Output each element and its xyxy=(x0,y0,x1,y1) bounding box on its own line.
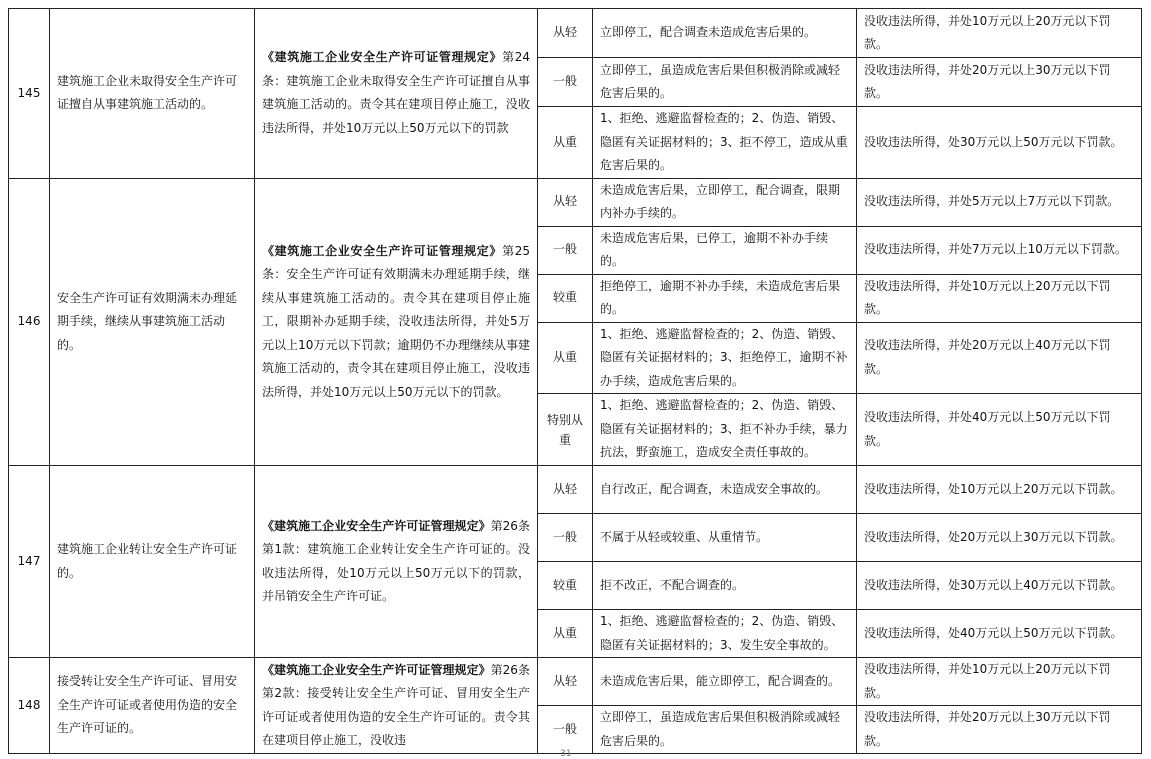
penalty-standard: 没收违法所得，并处5万元以上7万元以下罚款。 xyxy=(857,178,1142,226)
penalty-discretion-table xyxy=(8,8,1142,754)
discretion-level: 从重 xyxy=(538,322,593,394)
table-row xyxy=(9,9,1142,58)
penalty-standard: 没收违法所得，并处20万元以上40万元以下罚款。 xyxy=(857,322,1142,394)
page-number: 31 xyxy=(560,749,572,759)
circumstance: 未造成危害后果，能立即停工，配合调查的。 xyxy=(593,658,857,706)
discretion-level: 一般 xyxy=(538,514,593,562)
circumstance: 不属于从轻或较重、从重情节。 xyxy=(593,514,857,562)
circumstance: 1、拒绝、逃避监督检查的；2、伪造、销毁、隐匿有关证据材料的；3、拒绝停工，逾期不补办手续，造成危害后果的。 xyxy=(593,322,857,394)
discretion-level: 一般 xyxy=(538,226,593,274)
discretion-level: 一般 xyxy=(538,58,593,107)
regulation-title: 《建筑施工企业安全生产许可证管理规定》 xyxy=(262,243,503,258)
legal-basis xyxy=(255,178,538,466)
circumstance: 立即停工，配合调查未造成危害后果的。 xyxy=(593,9,857,58)
circumstance: 未造成危害后果，立即停工，配合调查，限期内补办手续的。 xyxy=(593,178,857,226)
penalty-standard: 没收违法所得，处30万元以上40万元以下罚款。 xyxy=(857,562,1142,610)
discretion-level: 从轻 xyxy=(538,9,593,58)
penalty-standard: 没收违法所得，并处7万元以上10万元以下罚款。 xyxy=(857,226,1142,274)
entry-number: 147 xyxy=(9,466,50,658)
discretion-level: 较重 xyxy=(538,274,593,322)
legal-basis-text: 第26条第1款：建筑施工企业转让安全生产许可证的。没收违法所得，处10万元以上50万元以下的罚款，并吊销安全生产许可证。 xyxy=(262,518,530,603)
legal-basis-text: 第26条第2款：接受转让安全生产许可证、冒用安全生产许可证或者使用伪造的安全生产许可证的。责令其在建项目停止施工，没收违 xyxy=(262,662,530,747)
penalty-standard: 没收违法所得，处40万元以上50万元以下罚款。 xyxy=(857,610,1142,658)
entry-number: 146 xyxy=(9,178,50,466)
circumstance: 未造成危害后果，已停工，逾期不补办手续的。 xyxy=(593,226,857,274)
circumstance: 1、拒绝、逃避监督检查的；2、伪造、销毁、隐匿有关证据材料的；3、拒不停工，造成从重危害后果的。 xyxy=(593,107,857,179)
discretion-level: 较重 xyxy=(538,562,593,610)
regulation-title: 《建筑施工企业安全生产许可证管理规定》 xyxy=(262,662,491,677)
penalty-standard: 没收违法所得，处30万元以上50万元以下罚款。 xyxy=(857,107,1142,179)
violation-description: 接受转让安全生产许可证、冒用安全生产许可证或者使用伪造的安全生产许可证的。 xyxy=(50,658,255,754)
circumstance: 自行改正，配合调查，未造成安全事故的。 xyxy=(593,466,857,514)
regulation-title: 《建筑施工企业安全生产许可证管理规定》 xyxy=(262,50,503,65)
circumstance: 立即停工，虽造成危害后果但积极消除或减轻危害后果的。 xyxy=(593,706,857,754)
discretion-level: 从重 xyxy=(538,610,593,658)
regulation-title: 《建筑施工企业安全生产许可证管理规定》 xyxy=(262,518,491,533)
penalty-standard: 没收违法所得，并处40万元以上50万元以下罚款。 xyxy=(857,394,1142,466)
circumstance: 1、拒绝、逃避监督检查的；2、伪造、销毁、隐匿有关证据材料的；3、发生安全事故的。 xyxy=(593,610,857,658)
table-row xyxy=(9,466,1142,514)
discretion-level: 从轻 xyxy=(538,178,593,226)
legal-basis xyxy=(255,9,538,179)
circumstance: 拒绝停工，逾期不补办手续，未造成危害后果的。 xyxy=(593,274,857,322)
circumstance: 立即停工，虽造成危害后果但积极消除或减轻危害后果的。 xyxy=(593,58,857,107)
legal-basis-text: 第24条：建筑施工企业未取得安全生产许可证擅自从事建筑施工活动的。责令其在建项目停止施工，没收违法所得，并处10万元以上50万元以下的罚款 xyxy=(262,50,530,135)
table-row xyxy=(9,178,1142,226)
penalty-standard: 没收违法所得，处20万元以上30万元以下罚款。 xyxy=(857,514,1142,562)
penalty-standard: 没收违法所得，并处10万元以上20万元以下罚款。 xyxy=(857,9,1142,58)
discretion-level: 从轻 xyxy=(538,658,593,706)
table-row xyxy=(9,658,1142,706)
discretion-level: 从轻 xyxy=(538,466,593,514)
penalty-standard: 没收违法所得，并处20万元以上30万元以下罚款。 xyxy=(857,706,1142,754)
legal-basis-text: 第25条：安全生产许可证有效期满未办理延期手续，继续从事建筑施工活动的。责令其在建项目停止施工，限期补办延期手续，没收违法所得，并处5万元以上10万元以下罚款；逾期仍不办理继续从事建筑施工活动的，责令其在建项目停止施工，没收违法所得，并处10万元以上50万元以下的罚款。 xyxy=(262,243,530,399)
penalty-standard: 没收违法所得，处10万元以上20万元以下罚款。 xyxy=(857,466,1142,514)
legal-basis xyxy=(255,658,538,754)
discretion-level: 从重 xyxy=(538,107,593,179)
discretion-level: 特别从重 xyxy=(538,394,593,466)
penalty-standard: 没收违法所得，并处10万元以上20万元以下罚款。 xyxy=(857,658,1142,706)
legal-basis xyxy=(255,466,538,658)
circumstance: 拒不改正，不配合调查的。 xyxy=(593,562,857,610)
circumstance: 1、拒绝、逃避监督检查的；2、伪造、销毁、隐匿有关证据材料的；3、拒不补办手续，暴力抗法，野蛮施工，造成安全责任事故的。 xyxy=(593,394,857,466)
penalty-standard: 没收违法所得，并处10万元以上20万元以下罚款。 xyxy=(857,274,1142,322)
violation-description: 安全生产许可证有效期满未办理延期手续，继续从事建筑施工活动的。 xyxy=(50,178,255,466)
violation-description: 建筑施工企业转让安全生产许可证的。 xyxy=(50,466,255,658)
discretion-level: 一般 xyxy=(538,706,593,754)
violation-description: 建筑施工企业未取得安全生产许可证擅自从事建筑施工活动的。 xyxy=(50,9,255,179)
entry-number: 145 xyxy=(9,9,50,179)
penalty-standard: 没收违法所得，并处20万元以上30万元以下罚款。 xyxy=(857,58,1142,107)
entry-number: 148 xyxy=(9,658,50,754)
